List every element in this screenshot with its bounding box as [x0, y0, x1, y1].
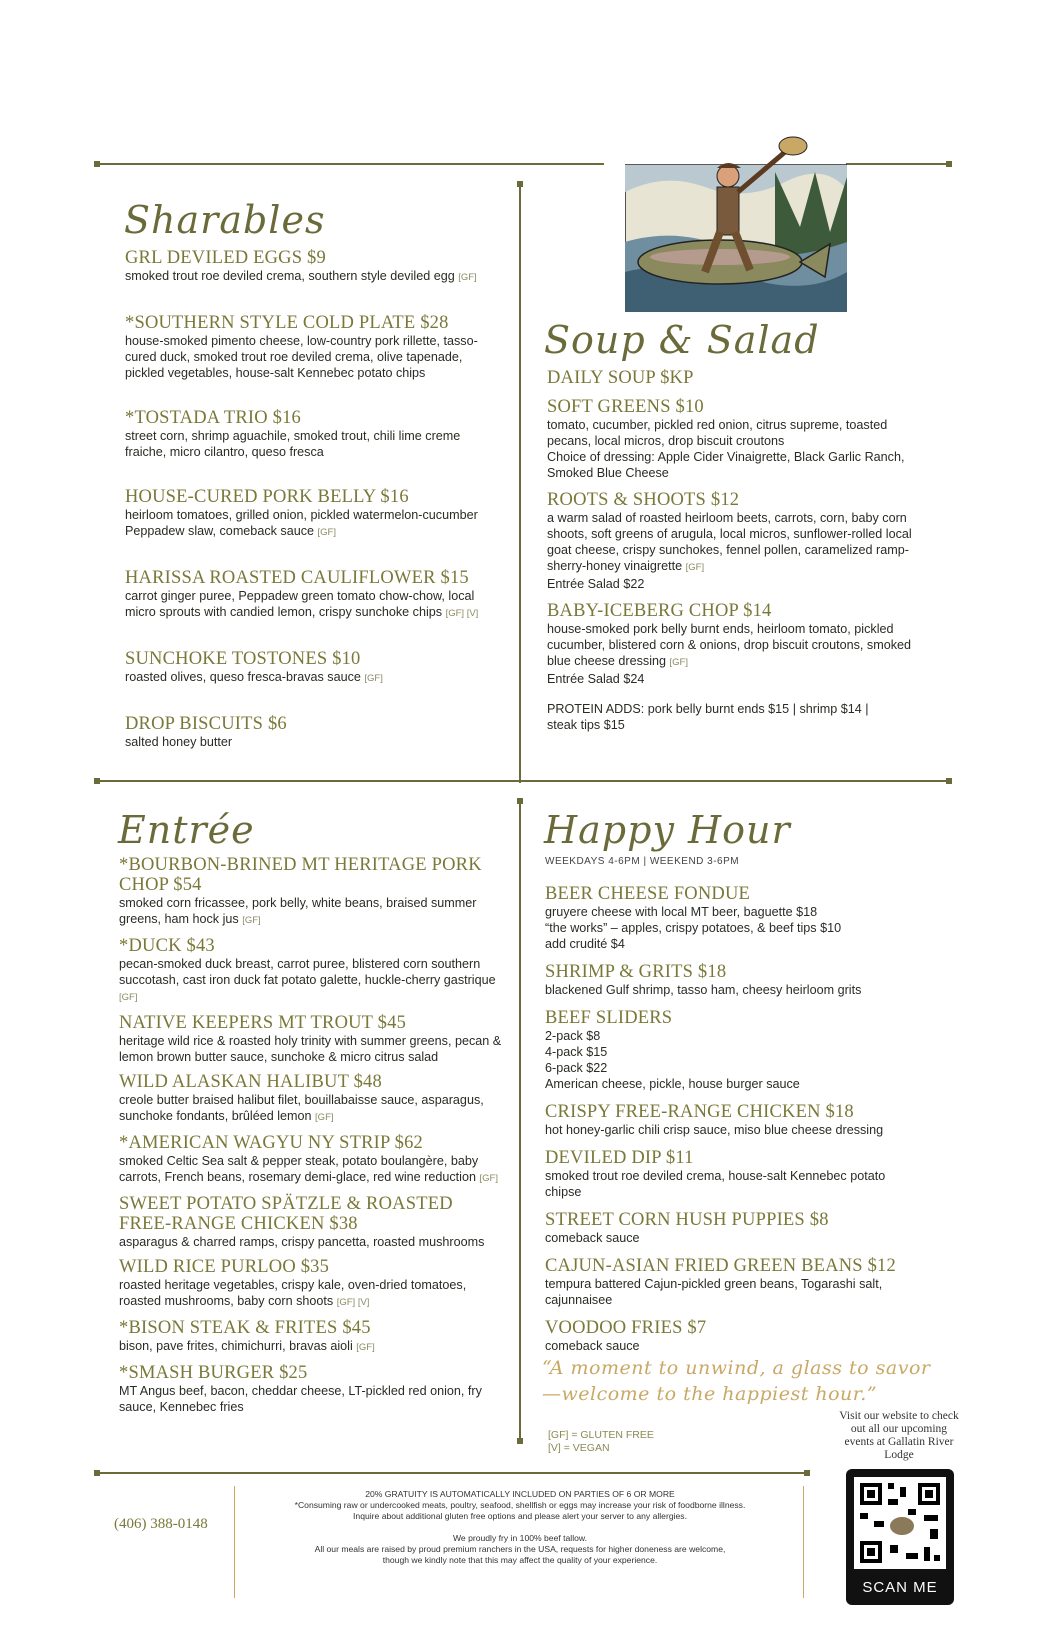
- menu-item-desc: tempura battered Cajun-pickled green beans, Togarashi salt, cajunnaisee: [545, 1277, 883, 1307]
- menu-item-desc: blackened Gulf shrimp, tasso ham, cheesy heirloom grits: [545, 983, 862, 997]
- menu-item: [125, 408, 505, 460]
- menu-item-desc-text: house-smoked pimento cheese, low-country pork rillette, tasso-cured duck, smoked trout roe deviled crema, olive tapenade, pickled vegetables, house-salt Kennebec potato chips: [125, 334, 478, 380]
- menu-item-desc: 2-pack $8: [545, 1029, 601, 1043]
- soup-salad-heading: Soup & Salad: [544, 318, 820, 362]
- menu-item: [545, 1008, 925, 1092]
- dietary-tag: [GF]: [364, 673, 383, 684]
- footer-line: We proudly fry in 100% beef tallow.: [452, 1533, 588, 1543]
- menu-item-desc: comeback sauce: [545, 1339, 640, 1353]
- menu-item-title: *BOURBON-BRINED MT HERITAGE PORK CHOP $54: [119, 855, 482, 895]
- rule-dot: [517, 798, 523, 804]
- phone-number[interactable]: (406) 388-0148: [114, 1516, 208, 1532]
- menu-item-title: CAJUN-ASIAN FRIED GREEN BEANS $12: [545, 1256, 896, 1276]
- menu-item-title: *SOUTHERN STYLE COLD PLATE $28: [125, 313, 449, 333]
- menu-item: [547, 368, 927, 388]
- rule-dot: [94, 161, 100, 167]
- legend-gf: [GF] = GLUTEN FREE: [548, 1429, 654, 1441]
- menu-item-title: SWEET POTATO SPÄTZLE & ROASTED FREE-RANGE CHICKEN $38: [119, 1194, 453, 1234]
- rule-dot: [517, 1438, 523, 1444]
- footer-line: *Consuming raw or undercooked meats, poultry, seafood, shellfish or eggs may increase your risk of foodborne illness.: [294, 1500, 746, 1510]
- happy-hour-list: [545, 884, 925, 1364]
- menu-item-title: BEEF SLIDERS: [545, 1008, 673, 1028]
- protein-adds: PROTEIN ADDS: pork belly burnt ends $15 | shrimp $14 | steak tips $15: [547, 702, 869, 732]
- menu-item-desc-text: smoked corn fricassee, pork belly, white beans, braised summer greens, ham hock jus: [119, 896, 477, 926]
- dietary-tag: [GF] [V]: [445, 608, 479, 619]
- menu-item-desc-text: asparagus & charred ramps, crispy pancetta, roasted mushrooms: [119, 1235, 485, 1249]
- menu-item: [545, 1256, 925, 1308]
- menu-item-desc: [119, 1033, 504, 1065]
- visit-website-text: Visit our website to check out all our upcoming events at Gallatin River Lodge: [839, 1410, 959, 1461]
- menu-item: [119, 1133, 504, 1187]
- legend: [548, 1429, 654, 1455]
- menu-item-title: VOODOO FRIES $7: [545, 1318, 707, 1338]
- menu-item-desc: [125, 428, 505, 460]
- menu-item: [119, 1363, 504, 1415]
- menu-item: [545, 1102, 925, 1138]
- center-divider-top: [519, 183, 521, 783]
- menu-item: [545, 962, 925, 998]
- footer-notes: [240, 1489, 800, 1566]
- menu-item: [125, 313, 505, 381]
- happy-hour-heading: Happy Hour: [544, 808, 791, 852]
- footer-divider-right: [803, 1486, 804, 1598]
- dietary-tag: [GF]: [458, 272, 477, 283]
- footer-line: [240, 1522, 800, 1533]
- menu-item-title: *TOSTADA TRIO $16: [125, 408, 301, 428]
- menu-item-desc: [125, 268, 505, 286]
- legend-v: [V] = VEGAN: [548, 1442, 610, 1454]
- menu-item: [545, 1148, 925, 1200]
- menu-item-title: *AMERICAN WAGYU NY STRIP $62: [119, 1133, 424, 1153]
- menu-item-title: SOFT GREENS $10: [547, 397, 704, 417]
- menu-item-desc: add crudité $4: [545, 937, 625, 951]
- dietary-tag: [GF]: [669, 657, 689, 668]
- menu-item-desc-text: pecan-smoked duck breast, carrot puree, blistered corn southern succotash, cast iron duck fat potato galette, huckle-cherry gastrique: [119, 957, 496, 987]
- menu-item-title: DAILY SOUP $KP: [547, 368, 694, 388]
- menu-item-title: *DUCK $43: [119, 936, 215, 956]
- menu-item: [125, 649, 505, 687]
- menu-item-desc-text: carrot ginger puree, Peppadew green tomato chow-chow, local micro sprouts with candied lemon, crispy sunchoke chips: [125, 589, 475, 619]
- middle-rule: [96, 780, 950, 782]
- rule-dot: [946, 778, 952, 784]
- menu-item-desc-text: heirloom tomatoes, grilled onion, pickled watermelon-cucumber Peppadew slaw, comeback sauce: [125, 508, 478, 538]
- menu-item-desc: smoked trout roe deviled crema, house-salt Kennebec potato chipse: [545, 1169, 886, 1199]
- menu-item-desc: hot honey-garlic chili crisp sauce, miso blue cheese dressing: [545, 1123, 884, 1137]
- footer-line: 20% GRATUITY IS AUTOMATICALLY INCLUDED ON PARTIES OF 6 OR MORE: [365, 1489, 675, 1499]
- menu-item-title: DEVILED DIP $11: [545, 1148, 694, 1168]
- menu-item-desc: “the works” – apples, crispy potatoes, & beef tips $10: [545, 921, 842, 935]
- menu-item: [125, 487, 505, 541]
- menu-item-title: ROOTS & SHOOTS $12: [547, 490, 740, 510]
- menu-item-title: HOUSE-CURED PORK BELLY $16: [125, 487, 409, 507]
- menu-item: [547, 601, 927, 687]
- center-divider-bottom: [519, 800, 521, 1440]
- menu-item: [545, 884, 925, 952]
- menu-item-desc: [119, 1338, 504, 1356]
- menu-item-desc-text: salted honey butter: [125, 735, 233, 749]
- menu-item: [545, 1318, 925, 1354]
- menu-item-desc: [125, 669, 505, 687]
- footer-line: All our meals are raised by proud premium ranchers in the USA, requests for higher doneness are welcome,: [314, 1544, 726, 1554]
- menu-item-desc-text: creole butter braised halibut filet, bouillabaisse sauce, asparagus, sunchoke fondants, brûléed lemon: [119, 1093, 484, 1123]
- cowboy-trout-illustration: [625, 132, 847, 312]
- menu-item-desc: 6-pack $22: [545, 1061, 608, 1075]
- menu-item-desc: comeback sauce: [545, 1231, 640, 1245]
- menu-item-desc-text: smoked trout roe deviled crema, southern style deviled egg: [125, 269, 455, 283]
- menu-item-desc: [119, 1153, 504, 1187]
- menu-item-title: WILD ALASKAN HALIBUT $48: [119, 1072, 382, 1092]
- menu-item: [119, 855, 504, 929]
- footer-line: Inquire about additional gluten free options and please alert your server to any allergies.: [353, 1511, 687, 1521]
- menu-item-extra: Entrée Salad $24: [547, 672, 645, 686]
- menu-item-title: BEER CHEESE FONDUE: [545, 884, 751, 904]
- menu-item-desc: [119, 1234, 504, 1250]
- menu-item-desc: [125, 507, 505, 541]
- menu-item-desc-text: a warm salad of roasted heirloom beets, carrots, corn, baby corn shoots, soft greens of arugula, local micros, sunflower-rolled local goat cheese, crispy sunchokes, fennel pollen, caramelized ramp-sherry-honey vinaigrette: [547, 511, 912, 573]
- menu-item-desc: [125, 588, 505, 622]
- top-rule-right: [846, 163, 950, 165]
- menu-item: [125, 714, 505, 750]
- menu-item-desc-text: street corn, shrimp aguachile, smoked trout, chili lime creme fraiche, micro cilantro, queso fresca: [125, 429, 461, 459]
- rule-dot: [946, 161, 952, 167]
- rule-dot: [94, 778, 100, 784]
- menu-item: [547, 397, 927, 481]
- menu-item-title: CRISPY FREE-RANGE CHICKEN $18: [545, 1102, 854, 1122]
- dietary-tag: [GF]: [315, 1112, 334, 1123]
- menu-item-title: BABY-ICEBERG CHOP $14: [547, 601, 772, 621]
- happy-hour-times: WEEKDAYS 4-6PM | WEEKEND 3-6PM: [545, 856, 740, 867]
- menu-item-desc: 4-pack $15: [545, 1045, 608, 1059]
- menu-item: [545, 1210, 925, 1246]
- menu-item-desc: [125, 734, 505, 750]
- soup-salad-list: [547, 368, 927, 733]
- menu-item-title: *BISON STEAK & FRITES $45: [119, 1318, 371, 1338]
- dietary-tag: [GF]: [479, 1173, 498, 1184]
- entree-list: [119, 855, 504, 1422]
- rule-dot: [804, 1470, 810, 1476]
- menu-item-desc: [119, 895, 504, 929]
- menu-item-extra: Choice of dressing: Apple Cider Vinaigrette, Black Garlic Ranch, Smoked Blue Cheese: [547, 450, 905, 480]
- menu-item-desc: [119, 1277, 504, 1311]
- menu-item-desc: [125, 333, 505, 381]
- menu-item-title: STREET CORN HUSH PUPPIES $8: [545, 1210, 829, 1230]
- footer-divider-left: [234, 1486, 235, 1598]
- menu-item-desc-text: house-smoked pork belly burnt ends, heirloom tomato, pickled cucumber, blistered corn & onions, drop biscuit croutons, smoked blue cheese dressing: [547, 622, 912, 668]
- menu-item-title: *SMASH BURGER $25: [119, 1363, 308, 1383]
- menu-item-desc-text: tomato, cucumber, pickled red onion, citrus supreme, toasted pecans, local micros, drop biscuit croutons: [547, 418, 888, 448]
- menu-item-title: GRL DEVILED EGGS $9: [125, 248, 326, 268]
- rule-dot: [94, 1470, 100, 1476]
- menu-item-desc: [119, 1092, 504, 1126]
- menu-item: [119, 936, 504, 1006]
- scan-me-label: SCAN ME: [862, 1579, 938, 1596]
- menu-item: [125, 248, 505, 286]
- qr-code[interactable]: [846, 1469, 954, 1605]
- menu-item-desc: gruyere cheese with local MT beer, baguette $18: [545, 905, 818, 919]
- menu-item-desc-text: heritage wild rice & roasted holy trinity with summer greens, pecan & lemon brown butter sauce, sunchoke & micro citrus salad: [119, 1034, 502, 1064]
- menu-item-title: NATIVE KEEPERS MT TROUT $45: [119, 1013, 407, 1033]
- footer-line: though we kindly note that this may affect the quality of your experience.: [382, 1555, 658, 1565]
- menu-item-desc: [547, 417, 927, 449]
- menu-item-desc-text: roasted olives, queso fresca-bravas sauce: [125, 670, 361, 684]
- dietary-tag: [GF]: [119, 992, 138, 1003]
- rule-dot: [517, 181, 523, 187]
- dietary-tag: [GF]: [356, 1342, 375, 1353]
- menu-item: [119, 1257, 504, 1311]
- top-rule: [96, 163, 604, 165]
- menu-item-desc: American cheese, pickle, house burger sauce: [545, 1077, 800, 1091]
- dietary-tag: [GF] [V]: [336, 1297, 370, 1308]
- menu-item-desc: [547, 621, 927, 671]
- menu-item-desc: [119, 956, 504, 1006]
- happy-hour-quote: “A moment to unwind, a glass to savor—welcome to the happiest hour.”: [542, 1357, 931, 1405]
- menu-item-title: SHRIMP & GRITS $18: [545, 962, 727, 982]
- menu-item-title: DROP BISCUITS $6: [125, 714, 287, 734]
- menu-item: [119, 1072, 504, 1126]
- menu-item-desc: [547, 510, 927, 576]
- menu-item-desc-text: smoked Celtic Sea salt & pepper steak, potato boulangère, baby carrots, French beans, rosemary demi-glace, red wine reduction: [119, 1154, 479, 1184]
- menu-item-desc-text: bison, pave frites, chimichurri, bravas aioli: [119, 1339, 353, 1353]
- menu-item-title: SUNCHOKE TOSTONES $10: [125, 649, 361, 669]
- menu-item-desc: [119, 1383, 504, 1415]
- dietary-tag: [GF]: [242, 915, 261, 926]
- menu-item-title: HARISSA ROASTED CAULIFLOWER $15: [125, 568, 469, 588]
- sharables-list: [125, 248, 505, 777]
- entree-heading: Entrée: [118, 808, 255, 852]
- bottom-rule: [96, 1472, 808, 1474]
- sharables-heading: Sharables: [124, 198, 326, 242]
- menu-item: [119, 1318, 504, 1356]
- menu-item: [119, 1013, 504, 1065]
- dietary-tag: [GF]: [685, 562, 705, 573]
- menu-item-extra: Entrée Salad $22: [547, 577, 645, 591]
- menu-item-desc-text: roasted heritage vegetables, crispy kale, oven-dried tomatoes, roasted mushrooms, baby corn shoots: [119, 1278, 467, 1308]
- dietary-tag: [GF]: [317, 527, 337, 538]
- menu-item-desc-text: MT Angus beef, bacon, cheddar cheese, LT-pickled red onion, fry sauce, Kennebec fries: [119, 1384, 482, 1414]
- menu-item: [547, 490, 927, 592]
- menu-item-title: WILD RICE PURLOO $35: [119, 1257, 330, 1277]
- menu-item: [119, 1194, 504, 1250]
- menu-item: [125, 568, 505, 622]
